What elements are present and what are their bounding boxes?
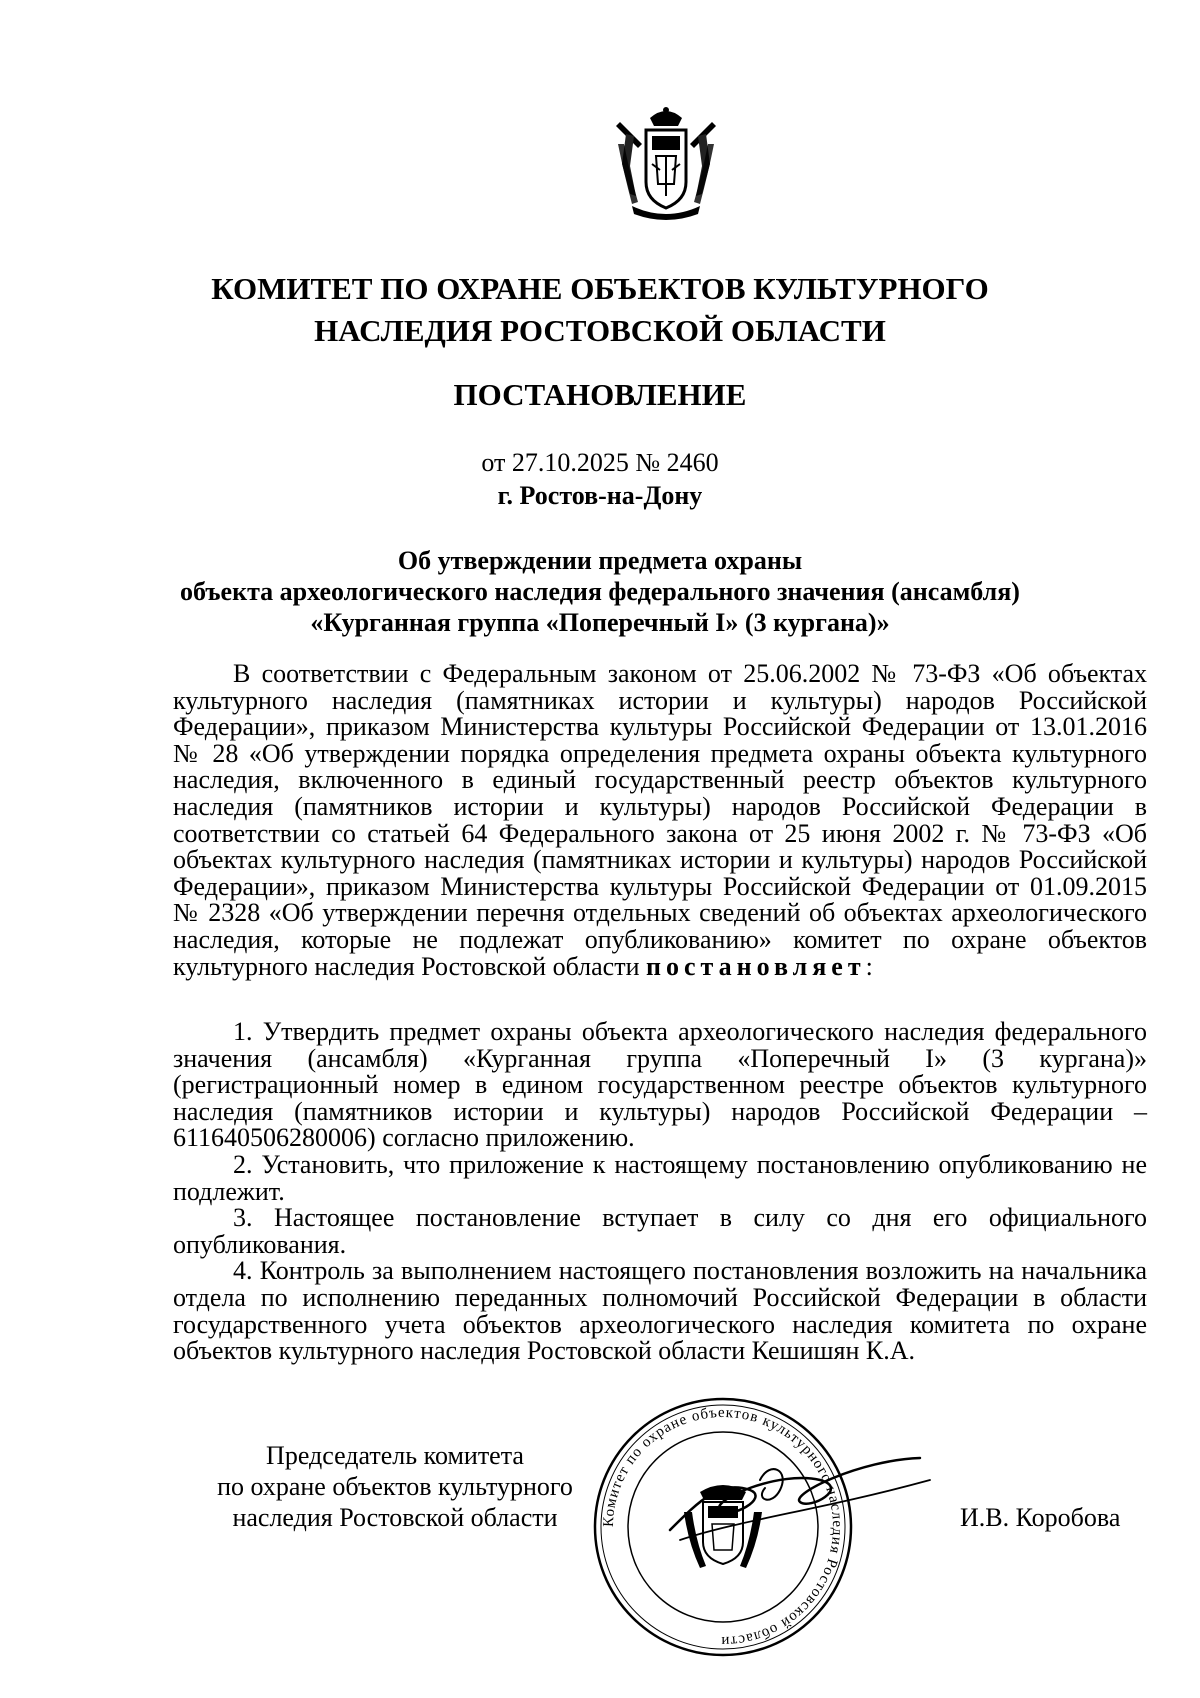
decree-item-3: 3. Настоящее постановление вступает в силу со дня его официального опубликования. [173, 1203, 1147, 1259]
title-line2: объекта археологического наследия федерального значения (ансамбля) [180, 577, 1020, 606]
title-line3: «Курганная группа «Поперечный I» (3 кургана)» [310, 608, 890, 637]
preamble-colon: : [865, 951, 873, 981]
preamble-text: В соответствии с Федеральным законом от 25.06.2002 № 73-ФЗ «Об объектах культурного наследия (памятниках истории и культуры) народов Российской Федерации», приказом Министерства культуры Российской Федерации от 13.01.2016 № 28 «Об утверждении порядка определения предмета охраны объекта культурного наследия, включенного в единый государственный реестр объектов культурного наследия (памятников истории и культуры) народов Российской Федерации в соответствии со статьей 64 Федерального закона от 25 июня 2002 г. № 73-ФЗ «Об объектах культурного наследия (памятниках истории и культуры) народов Российской Федерации», приказом Министерства культуры Российской Федерации от 01.09.2015 № 2328 «Об утверждении перечня отдельных сведений об объектах археологического наследия, которые не подлежат опубликованию» комитет по охране объектов культурного наследия Ростовской области [173, 659, 1147, 981]
decree-item-4: 4. Контроль за выполнением настоящего постановления возложить на начальника отдела по исполнению переданных полномочий Российской Федерации в области государственного учета объектов археологического наследия комитета по охране объектов культурного наследия Ростовской области Кешишян К.А. [173, 1256, 1147, 1366]
decree-item-1: 1. Утвердить предмет охраны объекта археологического наследия федерального значения (ансамбля) «Курганная группа «Поперечный I» (3 кургана)» (регистрационный номер в едином государственном реестре объектов культурного наследия (памятников истории и культуры) народов Российской Федерации – 611640506280006) согласно приложению. [173, 1017, 1147, 1153]
decree-word: постановляет [646, 951, 866, 981]
decree-item-2: 2. Установить, что приложение к настоящему постановлению опубликованию не подлежит. [173, 1149, 1147, 1206]
document-title [0, 545, 1200, 638]
title-line1: Об утверждении предмета охраны [397, 546, 803, 575]
document-date-number: от 27.10.2025 № 2460 [481, 448, 719, 477]
document-city: г. Ростов-на-Дону [497, 481, 703, 510]
signatory-name: И.В. Коробова [960, 1503, 1121, 1532]
coat-of-arms-icon [612, 104, 720, 222]
decree-items [173, 1019, 1147, 1365]
position-line1: Председатель комитета [266, 1441, 524, 1470]
position-line2: по охране объектов культурного [217, 1472, 573, 1501]
signatory-position [185, 1440, 605, 1533]
committee-name [0, 268, 1200, 352]
preamble [173, 661, 1147, 980]
document-type: ПОСТАНОВЛЕНИЕ [453, 377, 747, 412]
seal-text: Комитет по охране объектов культурного наследия Ростовской области [600, 1404, 846, 1650]
handwritten-signature-icon [660, 1440, 940, 1560]
committee-name-line1: КОМИТЕТ ПО ОХРАНЕ ОБЪЕКТОВ КУЛЬТУРНОГО [211, 271, 989, 306]
position-line3: наследия Ростовской области [232, 1503, 558, 1532]
committee-name-line2: НАСЛЕДИЯ РОСТОВСКОЙ ОБЛАСТИ [314, 313, 886, 348]
